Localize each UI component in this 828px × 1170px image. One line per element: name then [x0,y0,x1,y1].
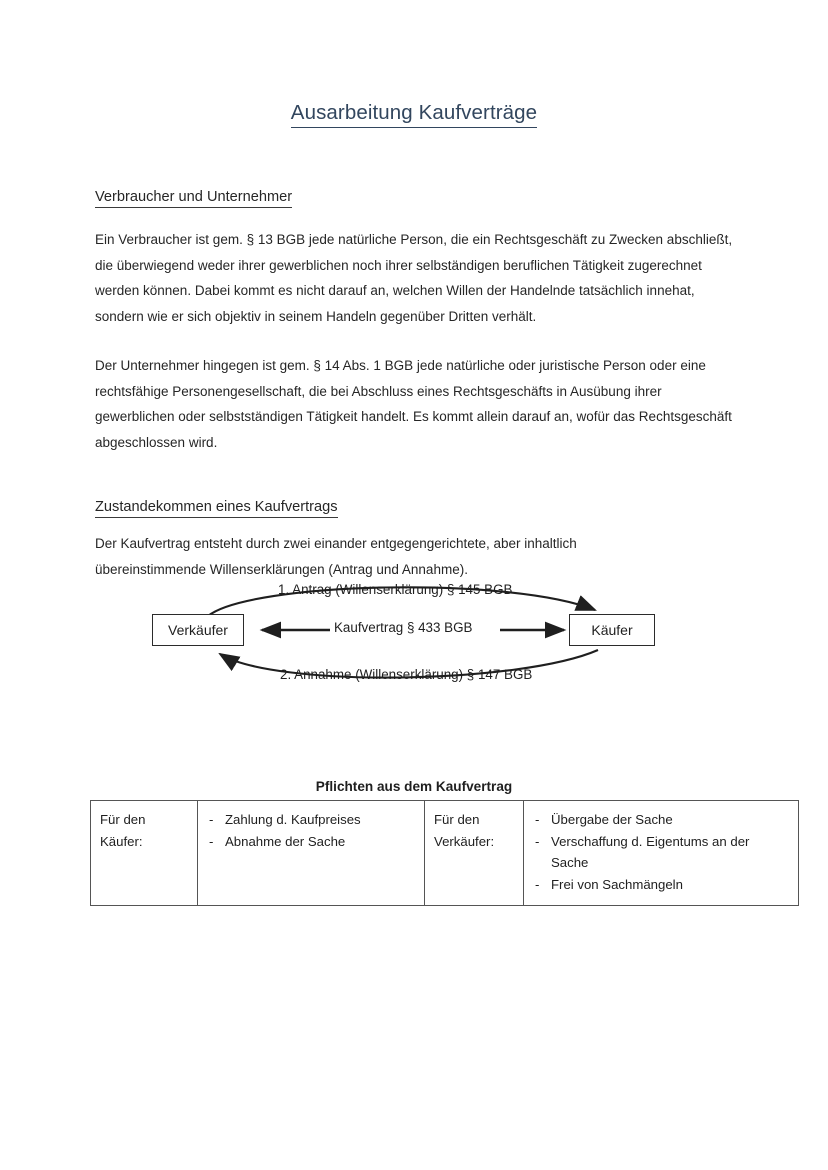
diagram-node-kaeufer-label: Käufer [591,622,633,638]
contract-formation-diagram [90,572,730,697]
table-cell-seller-duties [524,801,799,906]
page-title [0,101,828,125]
duties-table [90,800,799,906]
table-cell-buyer-duties [198,801,425,906]
paragraph-kaufvertrag-entstehung: Der Kaufvertrag entsteht durch zwei einander entgegengerichtete, aber inhaltlich übereinstimmende Willenserklärungen (Antrag und Annahme). [95,536,577,577]
seller-duties-list [533,809,789,895]
diagram-label-antrag: 1. Antrag (Willenserklärung) § 145 BGB [278,582,513,597]
seller-label-line-1: Für den [434,812,480,827]
buyer-label-line-2: Käufer: [100,833,143,849]
table-cell-seller-label [425,801,524,906]
section-heading-zustandekommen-eines-kaufvertrags [95,499,338,515]
diagram-label-kaufvertrag: Kaufvertrag § 433 BGB [334,620,473,635]
table-cell-buyer-label [91,801,198,906]
list-item: - Abnahme der Sache [207,831,415,853]
table-caption: Pflichten aus dem Kaufvertrag [315,779,513,794]
seller-label-line-2: Verkäufer: [434,833,495,849]
list-item: - Frei von Sachmängeln [533,874,789,896]
section-heading-text: Verbraucher und Unternehmer [95,189,292,208]
page-title-text: Ausarbeitung Kaufverträge [291,101,537,128]
paragraph-verbraucher-definition: Ein Verbraucher ist gem. § 13 BGB jede natürliche Person, die ein Rechtsgeschäft zu Zwecken abschließt, die überwiegend weder ihrer gewerblichen noch ihrer selbständigen beruflichen Tätigkeit zugerechnet werden können. Dabei kommt es nicht darauf an, welchen Willen der Handelnde tatsächlich innehat, sondern wie er sich objektiv in seinem Handeln gegenüber Dritten verhält. [95,232,733,324]
list-item: - Übergabe der Sache [533,809,789,831]
buyer-duties-list [207,809,415,852]
paragraph-unternehmer-definition: Der Unternehmer hingegen ist gem. § 14 Abs. 1 BGB jede natürliche oder juristische Person oder eine rechtsfähige Personengesellschaft, die bei Abschluss eines Rechtsgeschäfts in Ausübung ihrer gewerblichen oder selbstständigen Tätigkeit handelt. Es kommt allein darauf an, wofür das Rechtsgeschäft abgeschlossen wird. [95,358,732,450]
diagram-label-annahme: 2. Annahme (Willenserklärung) § 147 BGB [280,667,533,682]
diagram-node-verkaeufer [152,614,244,646]
list-item: - Verschaffung d. Eigentums an der Sache [533,831,789,874]
section-heading-verbraucher-und-unternehmer [95,189,292,205]
section-heading-text: Zustandekommen eines Kaufvertrags [95,499,338,518]
diagram-node-kaeufer [569,614,655,646]
list-item: - Zahlung d. Kaufpreises [207,809,415,831]
diagram-node-verkaeufer-label: Verkäufer [168,622,228,638]
table-row [91,801,799,906]
buyer-label-line-1: Für den [100,812,146,827]
